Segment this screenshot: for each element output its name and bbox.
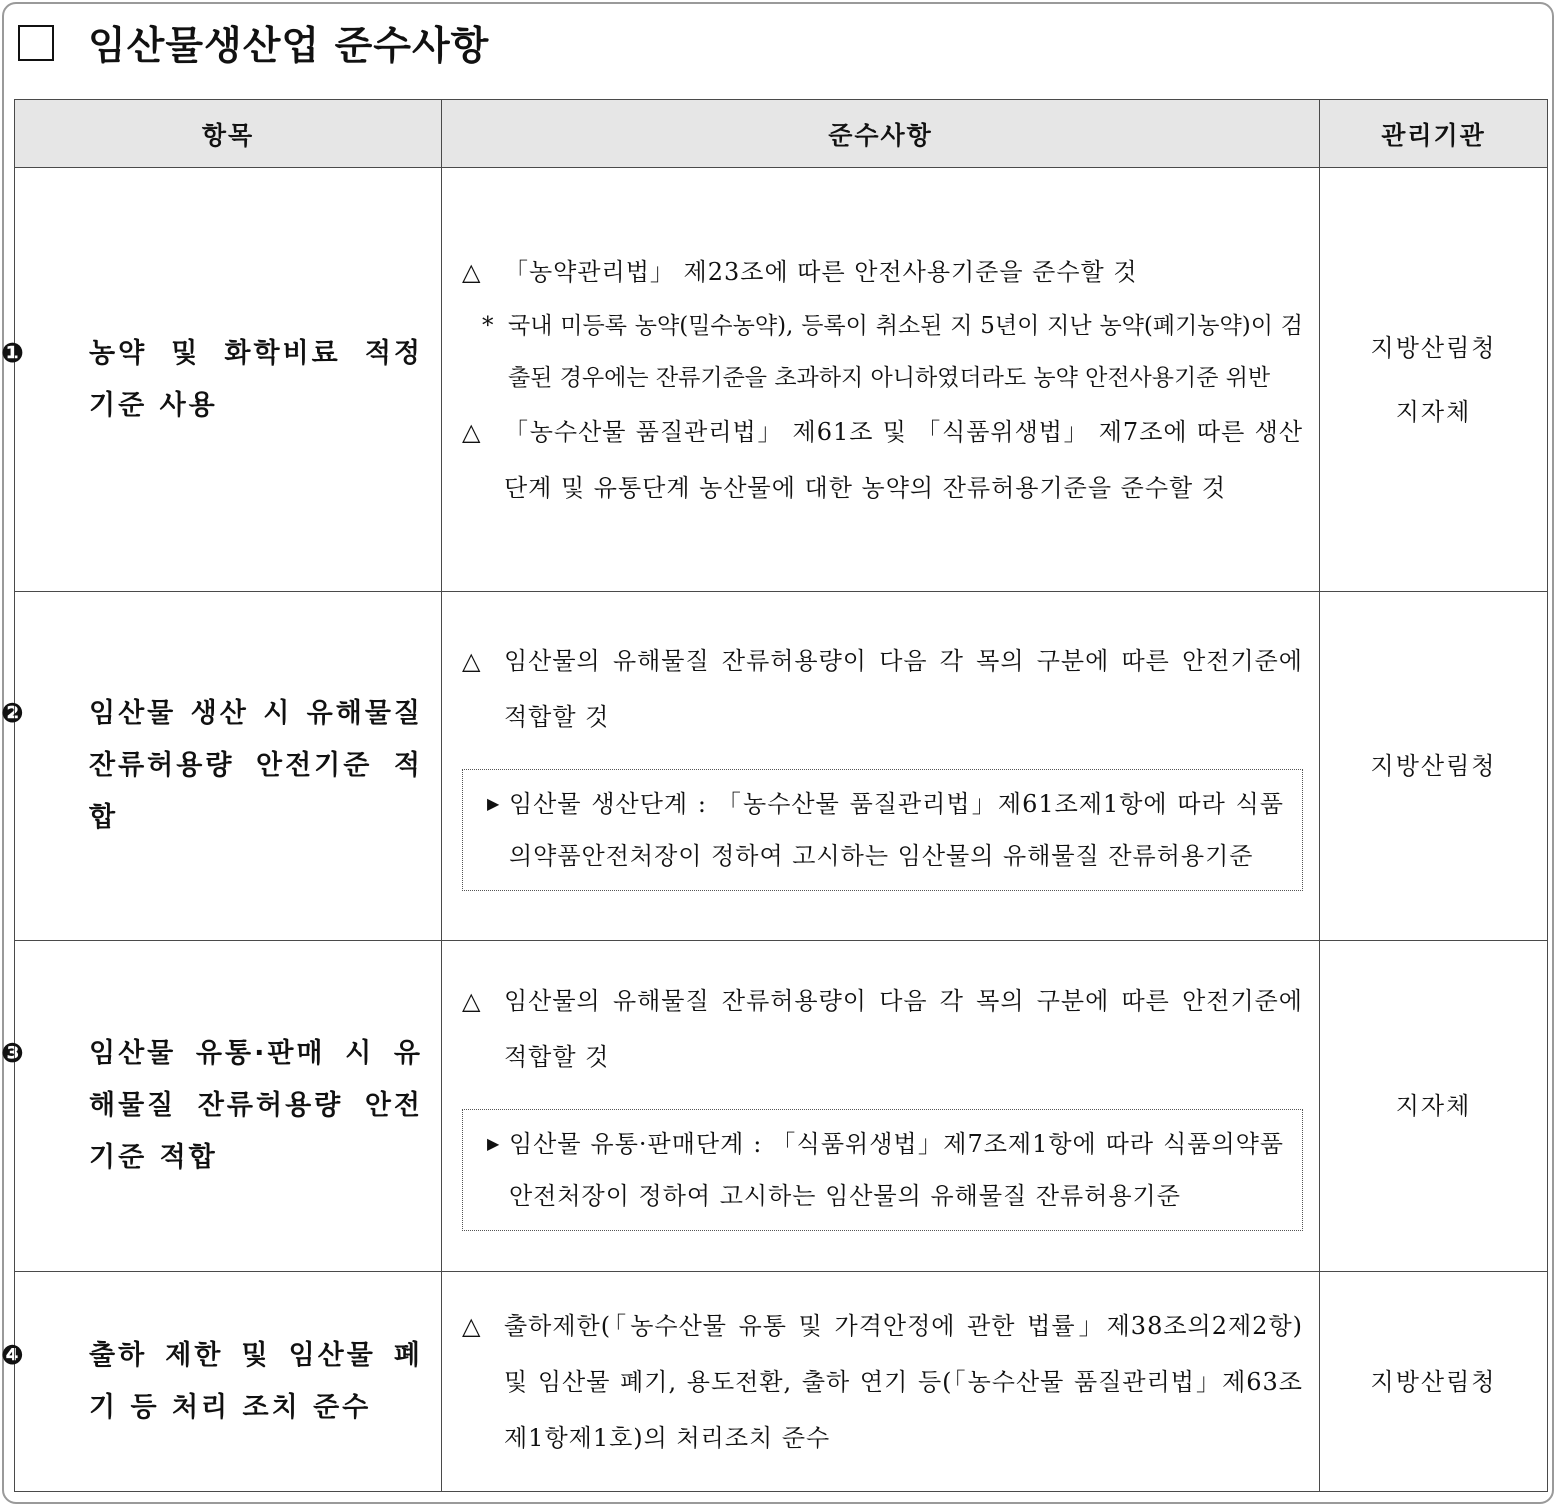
agency-name: 지방산림청 [1370,333,1497,362]
agency-cell [1320,1272,1548,1492]
triangle-marker: △ [462,647,481,675]
page-title-text: 임산물생산업 준수사항 [88,24,490,69]
triangle-marker: △ [462,257,481,286]
arrow-marker-icon: ▶ [487,794,500,813]
checkbox-square-icon [18,25,54,61]
compliance-clause [462,1298,1303,1466]
item-cell [1,941,442,1272]
compliance-cell [442,941,1320,1272]
compliance-clause [462,244,1303,300]
item-label: 출하 제한 및 임산물 폐기 등 처리 조치 준수 [89,1339,423,1423]
agency-name: 지방산림청 [1370,752,1497,780]
table-row [15,592,1548,941]
compliance-cell [442,1272,1320,1492]
item-number: ❸ [1,1038,24,1069]
agency-name: 지자체 [1395,397,1472,426]
header-compliance: 준수사항 [442,100,1320,168]
header-item: 항목 [15,100,442,168]
agency-cell [1320,941,1548,1272]
clause-text: 출하제한(「농수산물 유통 및 가격안정에 관한 법률」제38조의2제2항) 및 임산물 폐기, 용도전환, 출하 연기 등(「농수산물 품질관리법」제63조제1항제1호)의 처리조치 준수 [504,1311,1303,1452]
page-title [18,18,489,68]
triangle-marker: △ [462,1311,481,1340]
agency-name: 지방산림청 [1370,1367,1497,1396]
table-row [15,168,1548,592]
agency-name: 지자체 [1395,1092,1472,1120]
triangle-marker: △ [462,417,481,446]
compliance-table [1,99,1548,1492]
compliance-cell [442,168,1320,592]
item-label: 임산물 생산 시 유해물질 잔류허용량 안전기준 적합 [89,698,423,833]
item-number: ❶ [1,337,24,369]
arrow-marker-icon: ▶ [487,1134,500,1153]
table-row [15,1272,1548,1492]
item-label: 농약 및 화학비료 적정 기준 사용 [89,337,423,421]
compliance-clause [462,633,1303,745]
standard-box [462,1109,1303,1231]
compliance-clause [462,404,1303,516]
agency-cell [1320,168,1548,592]
clause-text: 「농수산물 품질관리법」 제61조 및 「식품위생법」 제7조에 따른 생산단계 및 유통단계 농산물에 대한 농약의 잔류허용기준을 준수할 것 [504,417,1303,502]
header-agency: 관리기관 [1320,100,1548,168]
clause-text: 「농약관리법」 제23조에 따른 안전사용기준을 준수할 것 [504,257,1138,286]
table-header-row [15,100,1548,168]
clause-note [462,300,1303,404]
item-number: ❹ [1,1339,24,1371]
item-cell [1,168,442,592]
standard-text: 임산물 유통·판매단계 : 「식품위생법」제7조제1항에 따라 식품의약품안전처장이 정하여 고시하는 임산물의 유해물질 잔류허용기준 [509,1130,1284,1210]
note-text: 국내 미등록 농약(밀수농약), 등록이 취소된 지 5년이 지난 농약(폐기농약)이 검출된 경우에는 잔류기준을 초과하지 아니하였더라도 농약 안전사용기준 위반 [508,312,1303,391]
clause-text: 임산물의 유해물질 잔류허용량이 다음 각 목의 구분에 따른 안전기준에 적합할 것 [504,987,1303,1071]
clause-text: 임산물의 유해물질 잔류허용량이 다음 각 목의 구분에 따른 안전기준에 적합할 것 [504,647,1303,731]
triangle-marker: △ [462,987,481,1015]
item-cell [1,1272,442,1492]
compliance-clause [462,973,1303,1085]
table-row [15,941,1548,1272]
agency-cell [1320,592,1548,941]
standard-box [462,769,1303,891]
item-number: ❷ [1,698,24,729]
standard-text: 임산물 생산단계 : 「농수산물 품질관리법」제61조제1항에 따라 식품의약품안전처장이 정하여 고시하는 임산물의 유해물질 잔류허용기준 [509,790,1284,870]
asterisk-marker: * [482,312,494,339]
compliance-cell [442,592,1320,941]
item-cell [1,592,442,941]
item-label: 임산물 유통·판매 시 유해물질 잔류허용량 안전기준 적합 [89,1038,423,1173]
